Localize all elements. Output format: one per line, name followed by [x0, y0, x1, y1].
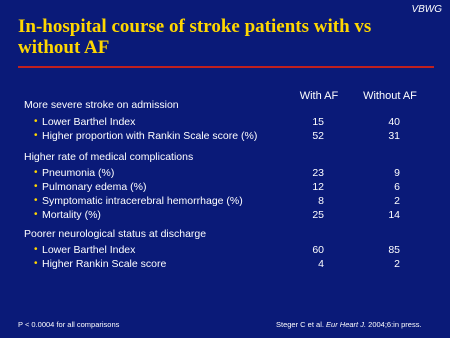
bullet: •	[34, 130, 38, 141]
bullet: •	[34, 244, 38, 255]
citation-journal: Eur Heart J.	[326, 320, 367, 329]
row-label: Mortality (%)	[42, 209, 101, 221]
table-row	[0, 129, 450, 143]
slide-title: In-hospital course of stroke patients with vs without AF	[18, 16, 372, 58]
without-af-value: 85	[388, 244, 400, 256]
with-af-value: 4	[318, 258, 324, 270]
without-af-value: 9	[394, 167, 400, 179]
table-row	[0, 257, 450, 271]
with-af-value: 25	[312, 209, 324, 221]
section-heading: Poorer neurological status at discharge	[24, 228, 207, 240]
citation	[276, 320, 422, 329]
table-row	[0, 166, 450, 180]
with-af-value: 15	[312, 116, 324, 128]
table-row	[0, 194, 450, 208]
bullet: •	[34, 181, 38, 192]
row-label: Lower Barthel Index	[42, 244, 136, 256]
without-af-value: 2	[394, 195, 400, 207]
footnote: P < 0.0004 for all comparisons	[18, 320, 120, 329]
row-label: Higher proportion with Rankin Scale score (%)	[42, 130, 258, 142]
table-row	[0, 180, 450, 194]
bullet: •	[34, 258, 38, 269]
table-row	[0, 243, 450, 257]
without-af-value: 14	[388, 209, 400, 221]
without-af-value: 40	[388, 116, 400, 128]
with-af-value: 60	[312, 244, 324, 256]
with-af-value: 8	[318, 195, 324, 207]
row-label: Lower Barthel Index	[42, 116, 136, 128]
without-af-value: 2	[394, 258, 400, 270]
row-label: Pulmonary edema (%)	[42, 181, 147, 193]
row-label: Higher Rankin Scale score	[42, 258, 167, 270]
bullet: •	[34, 195, 38, 206]
row-label: Pneumonia (%)	[42, 167, 115, 179]
with-af-value: 23	[312, 167, 324, 179]
section-heading: Higher rate of medical complications	[24, 151, 194, 163]
with-af-value: 52	[312, 130, 324, 142]
bullet: •	[34, 116, 38, 127]
title-rule	[18, 66, 434, 68]
citation-rest: 2004;6:in press.	[368, 320, 422, 329]
without-af-value: 31	[388, 130, 400, 142]
column-header-without-af: Without AF	[363, 90, 417, 102]
row-label: Symptomatic intracerebral hemorrhage (%)	[42, 195, 243, 207]
table-row	[0, 208, 450, 222]
section-heading: More severe stroke on admission	[24, 99, 179, 111]
bullet: •	[34, 209, 38, 220]
column-header-with-af: With AF	[299, 90, 339, 102]
bullet: •	[34, 167, 38, 178]
citation-authors: Steger C et al.	[276, 320, 324, 329]
without-af-value: 6	[394, 181, 400, 193]
table-row	[0, 115, 450, 129]
brand-label: VBWG	[411, 4, 442, 15]
with-af-value: 12	[312, 181, 324, 193]
